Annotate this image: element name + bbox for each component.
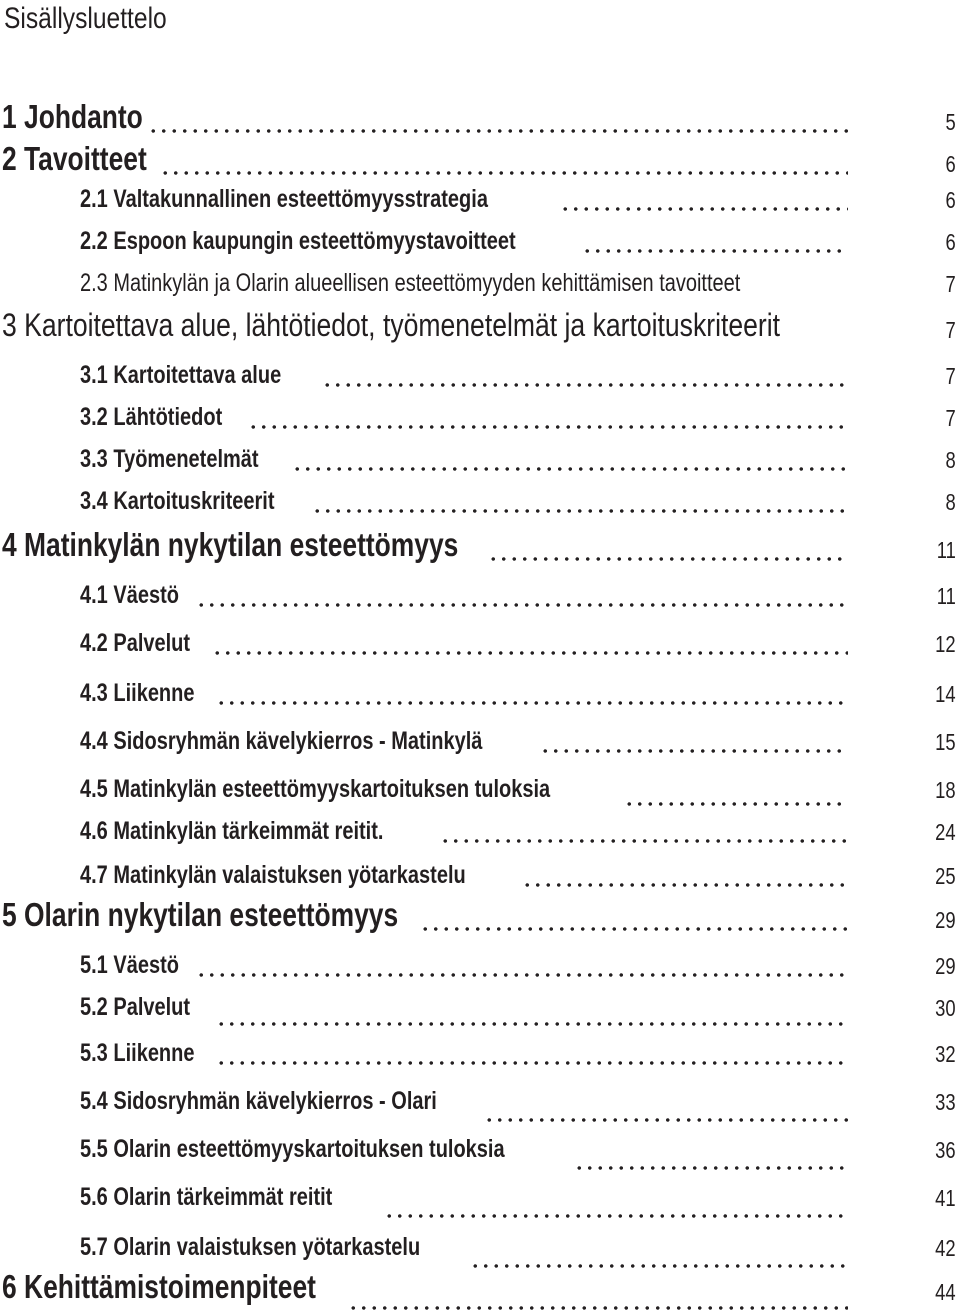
dot-leader	[582, 249, 848, 253]
toc-entry-3-2[interactable]	[0, 398, 960, 432]
toc-entry-2-1[interactable]	[0, 180, 960, 214]
toc-entry-4-1[interactable]	[0, 576, 960, 610]
toc-page-number: 33	[935, 1089, 956, 1115]
toc-page-number: 7	[945, 363, 956, 389]
toc-entry-4-2[interactable]	[0, 624, 960, 658]
toc-entry-3-3[interactable]	[0, 440, 960, 474]
toc-entry-3[interactable]	[0, 302, 960, 344]
dot-leader	[574, 1166, 848, 1170]
toc-entry-label: 1 Johdanto	[2, 98, 145, 136]
dot-leader	[196, 973, 848, 977]
toc-page-number: 11	[936, 537, 956, 563]
toc-entry-label: 3.3 Työmenetelmät	[80, 445, 261, 474]
toc-entry-label: 4.3 Liikenne	[80, 679, 197, 708]
toc-entry-label: 5.6 Olarin tärkeimmät reitit	[80, 1183, 335, 1212]
toc-page-number: 14	[935, 681, 956, 707]
toc-entry-label: 3.1 Kartoitettava alue	[80, 361, 284, 390]
toc-page-number: 7	[945, 405, 956, 431]
dot-leader	[216, 1022, 848, 1026]
toc-page-number: 7	[945, 271, 956, 297]
toc-entry-5-6[interactable]	[0, 1178, 960, 1212]
toc-page-number: 7	[945, 317, 956, 343]
toc-entry-5-2[interactable]	[0, 988, 960, 1022]
dot-leader	[484, 1118, 848, 1122]
toc-entry-label: 2.2 Espoon kaupungin esteettömyystavoitteet	[80, 227, 518, 256]
toc-entry-label: 3.2 Lähtötiedot	[80, 403, 225, 432]
toc-page-number: 44	[935, 1279, 956, 1305]
toc-entry-5-3[interactable]	[0, 1034, 960, 1068]
toc-page-number: 8	[945, 489, 956, 515]
toc-entry-label: 5.3 Liikenne	[80, 1039, 197, 1068]
dot-leader	[196, 603, 848, 607]
dot-leader	[248, 425, 848, 429]
toc-page-number: 15	[935, 729, 956, 755]
dot-leader	[420, 927, 848, 931]
dot-leader	[212, 651, 848, 655]
dot-leader	[292, 467, 848, 471]
toc-entry-4-5[interactable]	[0, 770, 960, 804]
toc-page-number: 25	[935, 863, 956, 889]
toc-entry-label: 6 Kehittämistoimenpiteet	[2, 1268, 318, 1306]
toc-page-number: 36	[935, 1137, 956, 1163]
toc-page-number: 5	[945, 109, 956, 135]
dot-leader	[322, 383, 848, 387]
toc-page-number: 32	[935, 1041, 956, 1067]
toc-entry-label: 3.4 Kartoituskriteerit	[80, 487, 277, 516]
toc-page-number: 30	[935, 995, 956, 1021]
toc-entry-label: 5.2 Palvelut	[80, 993, 192, 1022]
toc-page-number: 29	[935, 907, 956, 933]
dot-leader	[384, 1214, 848, 1218]
toc-entry-label: 4.5 Matinkylän esteettömyyskartoituksen tuloksia	[80, 775, 553, 804]
toc-page-number: 11	[936, 583, 956, 609]
toc-page-number: 18	[935, 777, 956, 803]
dot-leader	[522, 883, 848, 887]
toc-page-number: 29	[935, 953, 956, 979]
toc-entry-label: 4.2 Palvelut	[80, 629, 192, 658]
toc-entry-label: 4.6 Matinkylän tärkeimmät reitit.	[80, 817, 386, 846]
dot-leader	[216, 701, 848, 705]
toc-entry-label: 4.4 Sidosryhmän kävelykierros - Matinkylä	[80, 727, 485, 756]
toc-entry-5-5[interactable]	[0, 1130, 960, 1164]
toc-entry-3-1[interactable]	[0, 356, 960, 390]
toc-page-number: 24	[935, 819, 956, 845]
dot-leader	[624, 802, 848, 806]
dot-leader	[160, 171, 848, 175]
dot-leader	[440, 839, 848, 843]
toc-entry-4-3[interactable]	[0, 674, 960, 708]
dot-leader	[560, 207, 848, 211]
toc-entry-label: 2 Tavoitteet	[2, 140, 149, 178]
toc-entry-5[interactable]	[0, 892, 960, 934]
dot-leader	[488, 557, 848, 561]
toc-entry-4-4[interactable]	[0, 722, 960, 756]
toc-entry-label: 5.5 Olarin esteettömyyskartoituksen tuloksia	[80, 1135, 507, 1164]
toc-page-number: 6	[945, 187, 956, 213]
dot-leader	[540, 749, 848, 753]
toc-entry-2-2[interactable]	[0, 222, 960, 256]
toc-entry-label: 5 Olarin nykytilan esteettömyys	[2, 896, 401, 934]
toc-entry-label: 3 Kartoitettava alue, lähtötiedot, työmenetelmät ja kartoituskriteerit	[2, 307, 783, 344]
toc-page-number: 6	[945, 151, 956, 177]
toc-entry-1[interactable]	[0, 94, 960, 136]
toc-entry-4-7[interactable]	[0, 856, 960, 890]
toc-entry-5-7[interactable]	[0, 1228, 960, 1262]
toc-page-number: 12	[935, 631, 956, 657]
toc-entry-5-4[interactable]	[0, 1082, 960, 1116]
toc-entry-2[interactable]	[0, 136, 960, 178]
toc-page-number: 41	[935, 1185, 956, 1211]
toc-entry-label: 4 Matinkylän nykytilan esteettömyys	[2, 526, 461, 564]
toc-entry-3-4[interactable]	[0, 482, 960, 516]
toc-entry-6[interactable]	[0, 1264, 960, 1306]
toc-entry-4-6[interactable]	[0, 812, 960, 846]
toc-entry-5-1[interactable]	[0, 946, 960, 980]
dot-leader	[348, 1306, 848, 1310]
toc-entry-label: 5.7 Olarin valaistuksen yötarkastelu	[80, 1233, 423, 1262]
toc-entry-4[interactable]	[0, 522, 960, 564]
toc-entry-label: 5.4 Sidosryhmän kävelykierros - Olari	[80, 1087, 439, 1116]
dot-leader	[216, 1061, 848, 1065]
toc-page-number: 6	[945, 229, 956, 255]
toc-entry-label: 2.3 Matinkylän ja Olarin alueellisen esteettömyyden kehittämisen tavoitteet	[80, 269, 743, 298]
toc-entry-2-3[interactable]	[0, 264, 960, 298]
toc-entry-label: 4.1 Väestö	[80, 581, 181, 610]
dot-leader	[312, 509, 848, 513]
toc-heading: Sisällysluettelo	[4, 2, 167, 35]
toc-entry-label: 2.1 Valtakunnallinen esteettömyysstrategia	[80, 185, 490, 214]
toc-entry-label: 4.7 Matinkylän valaistuksen yötarkastelu	[80, 861, 468, 890]
toc-page-number: 8	[945, 447, 956, 473]
dot-leader	[148, 129, 848, 133]
toc-entry-label: 5.1 Väestö	[80, 951, 181, 980]
toc-page-number: 42	[935, 1235, 956, 1261]
